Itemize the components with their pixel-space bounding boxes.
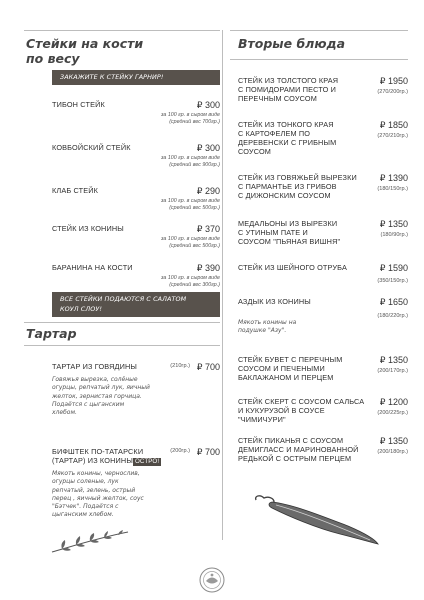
item-weight: (180/150гр.) — [377, 186, 408, 192]
steaks-title-line1: Стейки на кости — [26, 36, 144, 51]
name-line: СТЕЙК ИЗ ТОЛСТОГО КРАЯ — [238, 76, 339, 85]
menu-item — [52, 447, 220, 527]
name-line: БАКЛАЖАНОМ И ПЕРЦЕМ — [238, 373, 334, 382]
item-price: ₽ 1350 — [379, 219, 408, 229]
herb-sprig-icon — [48, 528, 130, 556]
item-name — [238, 219, 340, 246]
name-line: МЕДАЛЬОНЫ ИЗ ВЫРЕЗКИ — [238, 219, 338, 228]
menu-item — [238, 297, 408, 345]
desc-line: желток, зернистая горчица. — [52, 392, 142, 400]
salad-banner-line2: КОУЛ СЛОУ! — [60, 304, 103, 313]
item-weight: (210гр.) — [170, 363, 190, 369]
item-weight: (270/210гр.) — [377, 133, 408, 139]
note-line: (средний вес 300гр.) — [169, 282, 220, 289]
menu-item — [52, 186, 220, 216]
item-name — [238, 355, 342, 382]
salad-banner-line1: ВСЕ СТЕЙКИ ПОДАЮТСЯ С САЛАТОМ — [60, 295, 187, 303]
name-line: СОУСОМ "ПЬЯНАЯ ВИШНЯ" — [238, 237, 341, 246]
name-line: С ПАРМАНТЬЕ ИЗ ГРИБОВ — [238, 182, 337, 191]
item-note — [161, 198, 220, 212]
name-line: СТЕЙК ИЗ ТОНКОГО КРАЯ — [238, 120, 334, 129]
menu-item — [238, 219, 408, 249]
menu-item — [52, 362, 220, 442]
item-name — [238, 436, 359, 463]
menu-item — [238, 355, 408, 385]
item-name — [52, 447, 161, 466]
item-price: ₽ 1950 — [379, 76, 408, 86]
name-line: СОУСОМ И ПЕЧЕНЫМИ — [238, 364, 325, 373]
item-price: ₽ 1850 — [379, 120, 408, 130]
name-line: "ЧИМИЧУРИ" — [238, 415, 286, 424]
item-price: ₽ 390 — [196, 263, 220, 273]
item-price: ₽ 700 — [196, 362, 220, 372]
item-weight: (200гр.) — [170, 448, 190, 454]
desc-line: огурцы, репчатый лук, яичный — [52, 384, 150, 392]
item-name — [238, 397, 364, 424]
item-weight: (270/200гр.) — [377, 89, 408, 95]
name-line: ДЕМИГЛАСС И МАРИНОВАННОЙ — [238, 445, 359, 454]
item-weight: (180/90гр.) — [380, 232, 408, 238]
desc-line: Мякоть конины, чернослив, — [52, 470, 140, 477]
chili-pepper-icon — [252, 492, 382, 548]
note-line: за 100 гр. в сыром виде — [161, 198, 220, 204]
name-line: СТЕЙК БУВЕТ С ПЕРЕЧНЫМ — [238, 355, 343, 364]
item-description — [238, 319, 296, 336]
item-weight: (200/170гр.) — [377, 368, 408, 374]
tartar-title: Тартар — [26, 326, 77, 341]
item-price: ₽ 300 — [196, 143, 220, 153]
restaurant-logo-icon — [198, 566, 226, 594]
item-price: ₽ 1350 — [379, 436, 408, 446]
column-divider — [222, 30, 223, 540]
item-price: ₽ 1390 — [379, 173, 408, 183]
main-dishes-title: Вторые блюда — [238, 36, 346, 51]
name-line: С ПОМИДОРАМИ ПЕСТО И — [238, 85, 336, 94]
item-name — [238, 120, 336, 156]
desc-line: Говяжья вырезка, солёные — [52, 376, 138, 383]
main-dishes-rule — [230, 59, 408, 60]
menu-item — [52, 224, 220, 254]
menu-item — [52, 143, 220, 173]
desc-line: Подаётся с цыганским — [52, 400, 125, 408]
name-line: ДЕРЕВЕНСКИ С ГРИБНЫМ — [238, 138, 337, 147]
desc-line: огурцы соленые, лук — [52, 478, 119, 486]
menu-item — [238, 436, 408, 466]
item-name: ТИБОН СТЕЙК — [52, 100, 105, 109]
item-price: ₽ 1650 — [379, 297, 408, 307]
desc-line: цыганским хлебом. — [52, 511, 114, 519]
desc-line: Мякоть конины на — [238, 319, 297, 326]
item-note — [161, 155, 220, 169]
name-line: СТЕЙК ИЗ ГОВЯЖЬЕЙ ВЫРЕЗКИ — [238, 173, 357, 182]
name-line: С КАРТОФЕЛЕМ ПО — [238, 129, 311, 138]
item-description — [52, 470, 144, 520]
menu-item — [52, 100, 220, 130]
item-note — [161, 275, 220, 289]
item-name: СТЕЙК ИЗ ШЕЙНОГО ОТРУБА — [238, 263, 347, 272]
name-line: И КУКУРУЗОЙ В СОУСЕ — [238, 406, 325, 415]
desc-line: хлебом. — [52, 409, 77, 417]
note-line: (средний вес 500гр.) — [169, 205, 220, 212]
name-line: РЕДЬКОЙ С ОСТРЫМ ПЕРЦЕМ — [238, 454, 352, 463]
tartar-rule-top — [24, 322, 220, 323]
item-name — [238, 76, 338, 103]
menu-item — [238, 120, 408, 156]
item-price: ₽ 1350 — [379, 355, 408, 365]
item-name: КОВБОЙСКИЙ СТЕЙК — [52, 143, 131, 152]
salad-banner — [52, 292, 220, 317]
item-name — [238, 173, 357, 200]
item-name: БАРАНИНА НА КОСТИ — [52, 263, 133, 272]
item-note — [161, 112, 220, 126]
desc-line: "Бэтчек". Подаётся с — [52, 503, 119, 511]
menu-item — [238, 173, 408, 203]
menu-item — [52, 263, 220, 293]
name-line: С ДИЖОНСКИМ СОУСОМ — [238, 191, 331, 200]
note-line: за 100 гр. в сыром виде — [161, 112, 220, 118]
item-weight: (180/220гр.) — [377, 313, 408, 319]
top-rule-right — [230, 30, 408, 31]
item-price: ₽ 1590 — [379, 263, 408, 273]
item-note — [161, 236, 220, 250]
note-line: (средний вес 900гр.) — [169, 162, 220, 169]
item-name: КЛАБ СТЕЙК — [52, 186, 99, 195]
menu-item — [238, 397, 408, 427]
name-line — [52, 456, 161, 466]
note-line: за 100 гр. в сыром виде — [161, 236, 220, 242]
desc-line: подушке "Азу". — [238, 327, 287, 335]
spicy-tag: ОСТРО! — [134, 458, 160, 465]
desc-line: репчатый, зелень, острый — [52, 486, 136, 494]
note-line: за 100 гр. в сыром виде — [161, 155, 220, 161]
note-line: за 100 гр. в сыром виде — [161, 275, 220, 281]
item-name: АЗДЫК ИЗ КОНИНЫ — [238, 297, 311, 306]
item-weight: (350/150гр.) — [377, 278, 408, 284]
tartar-rule-bottom — [24, 345, 220, 346]
garnish-banner-text: ЗАКАЖИТЕ К СТЕЙКУ ГАРНИР! — [60, 73, 164, 81]
item-weight: (200/225гр.) — [377, 410, 408, 416]
steaks-title — [26, 36, 143, 66]
item-price: ₽ 300 — [196, 100, 220, 110]
note-line: (средний вес 500гр.) — [169, 243, 220, 250]
item-price: ₽ 1200 — [379, 397, 408, 407]
note-line: (средний вес 700гр.) — [169, 119, 220, 126]
name-line-text: (ТАРТАР) ИЗ КОНИНЫ — [52, 456, 133, 465]
steaks-title-line2: по весу — [26, 51, 80, 66]
name-line: БИФШТЕК ПО-ТАТАРСКИ — [52, 447, 144, 456]
item-name: ТАРТАР ИЗ ГОВЯДИНЫ — [52, 362, 138, 371]
menu-item — [238, 76, 408, 106]
item-price: ₽ 700 — [196, 447, 220, 457]
item-description — [52, 376, 150, 417]
menu-item — [238, 263, 408, 289]
desc-line: перец , яичный желток, соус — [52, 494, 144, 502]
item-price: ₽ 290 — [196, 186, 220, 196]
item-price: ₽ 370 — [196, 224, 220, 234]
name-line: С УТИНЫМ ПАТЕ И — [238, 228, 308, 237]
item-weight: (200/180гр.) — [377, 449, 408, 455]
garnish-banner — [52, 70, 220, 85]
item-name: СТЕЙК ИЗ КОНИНЫ — [52, 224, 124, 233]
top-rule-left — [24, 30, 220, 31]
name-line: СОУСОМ — [238, 147, 272, 156]
name-line: СТЕЙК ПИКАНЬЯ С СОУСОМ — [238, 436, 344, 445]
name-line: СТЕЙК СКЕРТ С СОУСОМ САЛЬСА — [238, 397, 365, 406]
name-line: ПЕРЕЧНЫМ СОУСОМ — [238, 94, 317, 103]
